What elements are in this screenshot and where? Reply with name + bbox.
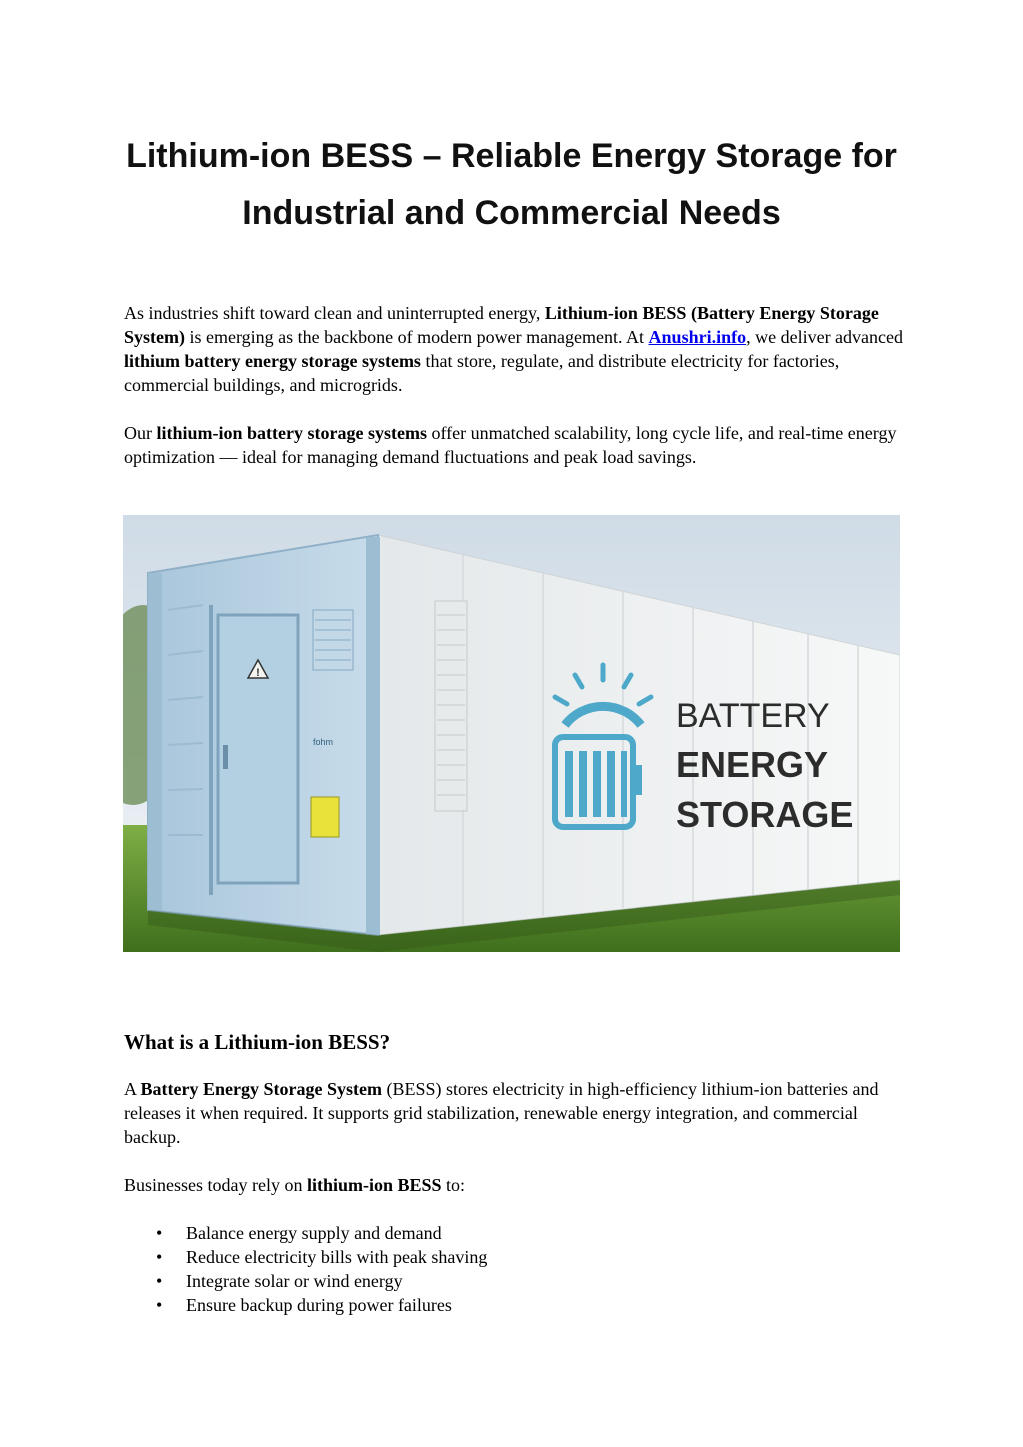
list-item: • Reduce electricity bills with peak shaving (124, 1245, 487, 1269)
bold-term: lithium-ion battery storage systems (156, 423, 427, 443)
list-item: • Ensure backup during power failures (124, 1293, 487, 1317)
list-item: • Balance energy supply and demand (124, 1221, 487, 1245)
container-door (218, 615, 298, 883)
bess-container-image (123, 515, 900, 952)
businesses-paragraph: Businesses today rely on lithium-ion BESS to: (124, 1175, 466, 1195)
section-heading: What is a Lithium-ion BESS? (124, 1030, 391, 1054)
bess-definition-paragraph: A Battery Energy Storage System (BESS) stores electricity in high-efficiency lithium-ion batteries and releases it when required. It supports grid stabilization, renewable energy integration, and commercial backup. (124, 1079, 879, 1147)
svg-text:!: ! (256, 667, 260, 679)
bold-term: Lithium-ion BESS (Battery Energy Storage System) (124, 303, 879, 347)
bold-term: lithium battery energy storage systems (124, 351, 421, 371)
intro-paragraph: As industries shift toward clean and uninterrupted energy, Lithium-ion BESS (Battery Energy Storage System) is emerging as the backbone of modern power management. At Anushri.info, we deliver advanced lithium battery energy storage systems that store, regulate, and distribute electricity for factories, commercial buildings, and microgrids. (124, 303, 904, 395)
bold-term: lithium-ion BESS (306, 1175, 442, 1195)
side-vent (435, 601, 467, 811)
sign-text-energy: ENERGY (676, 744, 829, 785)
anushri-link[interactable]: Anushri.info (648, 327, 747, 347)
scalability-paragraph: Our lithium-ion battery storage systems offer unmatched scalability, long cycle life, and real-time energy optimization — ideal for managing demand fluctuations and peak load savings. (124, 423, 897, 467)
yellow-label (311, 797, 339, 837)
bold-term: Battery Energy Storage System (140, 1079, 382, 1099)
list-item: • Integrate solar or wind energy (124, 1269, 487, 1293)
sign-text-storage: STORAGE (676, 794, 854, 835)
page-title: Lithium-ion BESS – Reliable Energy Storage for Industrial and Commercial Needs (126, 137, 897, 232)
benefits-list (124, 1221, 487, 1317)
door-logo: fohm (313, 737, 334, 747)
sign-text-battery: BATTERY (676, 697, 830, 735)
